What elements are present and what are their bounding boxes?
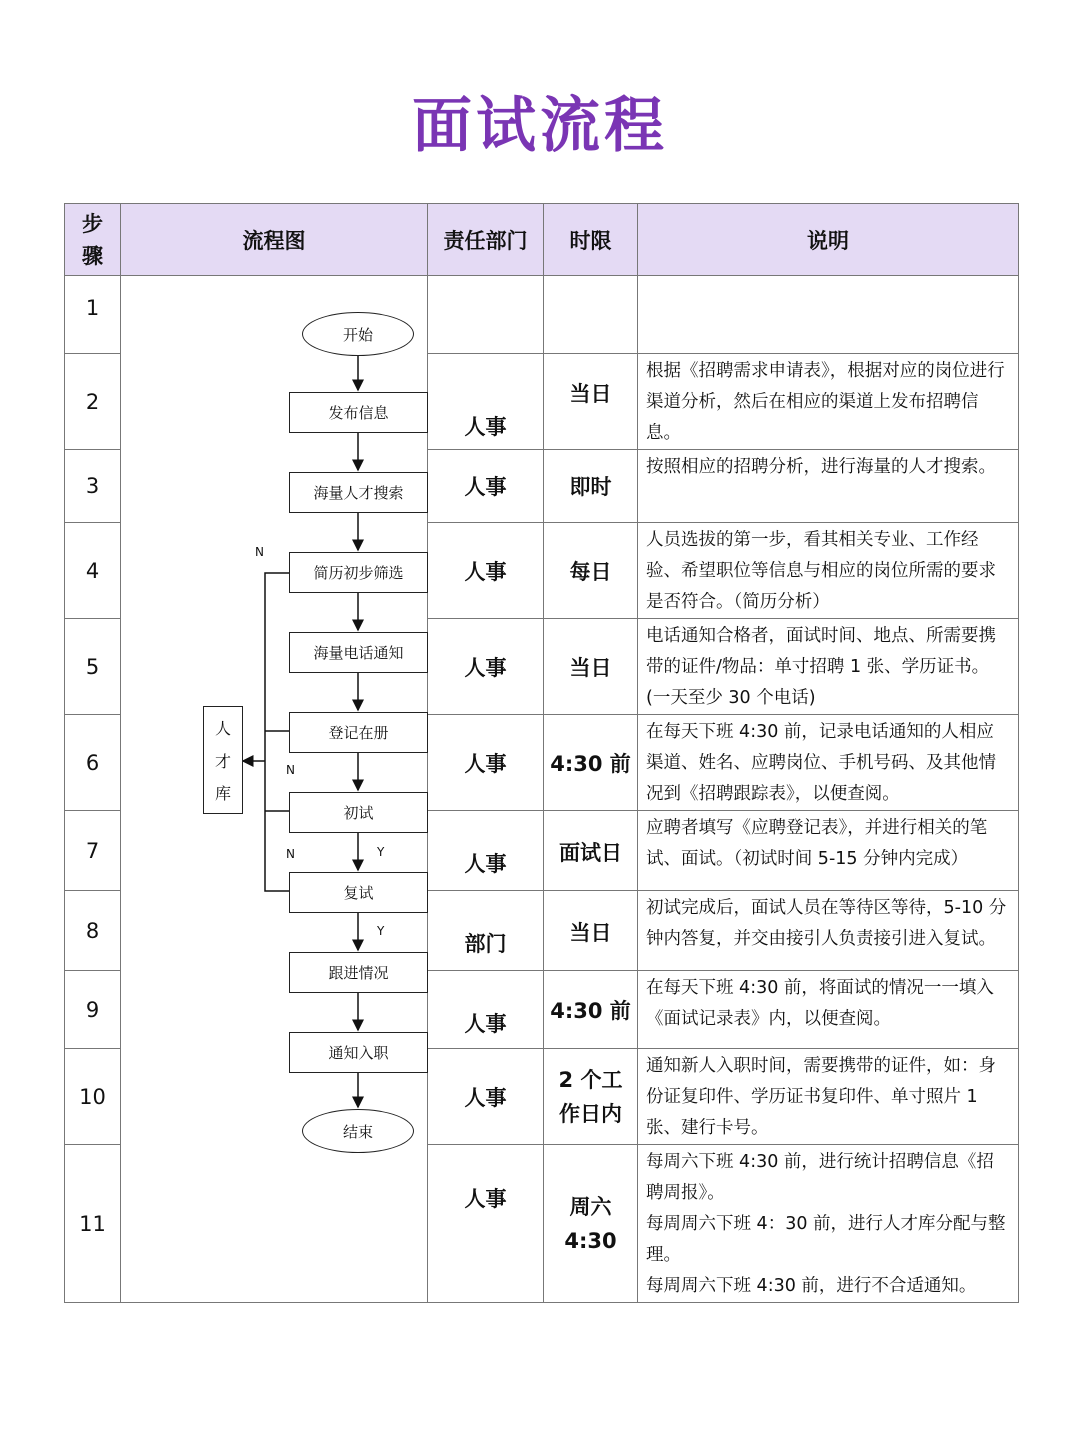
- dept-cell: 人事: [428, 354, 544, 450]
- desc-cell: 按照相应的招聘分析，进行海量的人才搜索。: [638, 450, 1019, 523]
- step-number: 1: [65, 276, 121, 354]
- flow-label-no: N: [286, 847, 295, 861]
- flow-end-node: 结束: [302, 1109, 414, 1153]
- flow-step-node: 海量电话通知: [289, 632, 428, 673]
- dept-cell: 部门: [428, 891, 544, 971]
- dept-cell: 人事: [428, 523, 544, 619]
- flow-label-yes: Y: [377, 924, 385, 938]
- header-time: 时限: [544, 204, 638, 276]
- time-cell: 2 个工作日内: [544, 1049, 638, 1145]
- dept-cell: 人事: [428, 619, 544, 715]
- header-dept: 责任部门: [428, 204, 544, 276]
- dept-cell: 人事: [428, 715, 544, 811]
- flow-start-node: 开始: [302, 312, 414, 356]
- step-number: 11: [65, 1145, 121, 1303]
- dept-cell: 人事: [428, 811, 544, 891]
- desc-cell: 通知新人入职时间，需要携带的证件，如：身份证复印件、学历证书复印件、单寸照片 1 张、建行卡号。: [638, 1049, 1019, 1145]
- desc-cell: 每周六下班 4:30 前，进行统计招聘信息《招聘周报》。 每周周六下班 4：30 前，进行人才库分配与整理。 每周周六下班 4:30 前，进行不合适通知。: [638, 1145, 1019, 1303]
- dept-cell: [428, 276, 544, 354]
- flow-step-node: 通知入职: [289, 1032, 428, 1073]
- step-number: 10: [65, 1049, 121, 1145]
- step-number: 4: [65, 523, 121, 619]
- flow-label-yes: Y: [377, 845, 385, 859]
- desc-cell: 在每天下班 4:30 前，记录电话通知的人相应渠道、姓名、应聘岗位、手机号码、及其他情况到《招聘跟踪表》，以便查阅。: [638, 715, 1019, 811]
- flowchart-cell: [121, 276, 428, 1303]
- time-cell: 4:30 前: [544, 971, 638, 1049]
- desc-cell: 根据《招聘需求申请表》，根据对应的岗位进行渠道分析，然后在相应的渠道上发布招聘信息。: [638, 354, 1019, 450]
- dept-cell: 人事: [428, 450, 544, 523]
- flow-step-node: 登记在册: [289, 712, 428, 753]
- table-header-row: [65, 204, 1019, 276]
- time-cell: 当日: [544, 891, 638, 971]
- time-cell: [544, 276, 638, 354]
- desc-cell: 电话通知合格者，面试时间、地点、所需要携带的证件/物品：单寸招聘 1 张、学历证书。(一天至少 30 个电话): [638, 619, 1019, 715]
- dept-cell: 人事: [428, 971, 544, 1049]
- flow-step-node: 跟进情况: [289, 952, 428, 993]
- step-number: 3: [65, 450, 121, 523]
- time-cell: 每日: [544, 523, 638, 619]
- flow-step-node: 复试: [289, 872, 428, 913]
- time-cell: 当日: [544, 619, 638, 715]
- time-cell: 4:30 前: [544, 715, 638, 811]
- talent-pool-node: 人 才 库: [203, 706, 243, 814]
- flow-label-no: N: [286, 763, 295, 777]
- header-desc: 说明: [638, 204, 1019, 276]
- time-cell: 周六 4:30: [544, 1145, 638, 1303]
- desc-cell: 初试完成后，面试人员在等待区等待，5-10 分钟内答复，并交由接引人负责接引进入复试。: [638, 891, 1019, 971]
- desc-cell: 在每天下班 4:30 前，将面试的情况一一填入《面试记录表》内，以便查阅。: [638, 971, 1019, 1049]
- dept-cell: 人事: [428, 1049, 544, 1145]
- page-title: 面试流程: [412, 91, 668, 161]
- desc-cell: 人员选拔的第一步，看其相关专业、工作经验、希望职位等信息与相应的岗位所需的要求是否符合。（简历分析）: [638, 523, 1019, 619]
- desc-cell: 应聘者填写《应聘登记表》，并进行相关的笔试、面试。（初试时间 5-15 分钟内完成）: [638, 811, 1019, 891]
- dept-cell: 人事: [428, 1145, 544, 1303]
- flow-step-node: 发布信息: [289, 392, 428, 433]
- desc-cell: [638, 276, 1019, 354]
- header-step: 步骤: [65, 204, 121, 276]
- header-flowchart: 流程图: [121, 204, 428, 276]
- flow-step-node: 简历初步筛选: [289, 552, 428, 593]
- time-cell: 面试日: [544, 811, 638, 891]
- flow-step-node: 初试: [289, 792, 428, 833]
- step-number: 5: [65, 619, 121, 715]
- step-number: 7: [65, 811, 121, 891]
- step-number: 6: [65, 715, 121, 811]
- interview-process-table: [64, 203, 1019, 1303]
- time-cell: 即时: [544, 450, 638, 523]
- step-number: 2: [65, 354, 121, 450]
- step-number: 8: [65, 891, 121, 971]
- time-cell: 当日: [544, 354, 638, 450]
- step-number: 9: [65, 971, 121, 1049]
- flow-step-node: 海量人才搜索: [289, 472, 428, 513]
- flow-label-no: N: [255, 545, 264, 559]
- table-row: [65, 276, 1019, 354]
